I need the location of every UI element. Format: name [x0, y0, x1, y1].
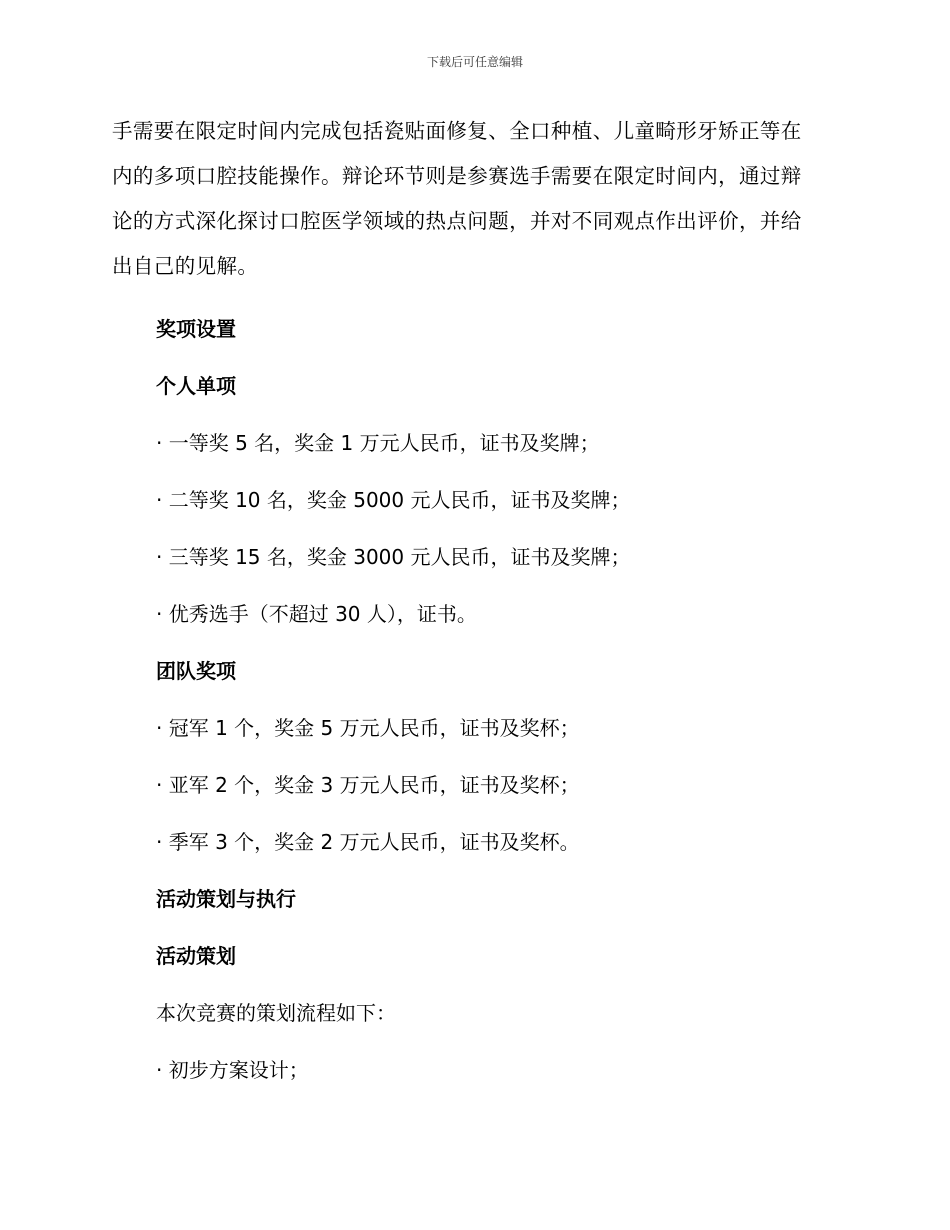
list-item: · 季军 3 个，奖金 2 万元人民币，证书及奖杯。 — [156, 830, 580, 854]
planning-intro: 本次竞赛的策划流程如下： — [156, 1001, 396, 1025]
intro-paragraph — [112, 109, 834, 289]
intro-line: 手需要在限定时间内完成包括瓷贴面修复、全口种植、儿童畸形牙矫正等在 — [112, 119, 802, 143]
list-item: · 初步方案设计； — [156, 1058, 309, 1082]
subsection-heading-planning: 活动策划 — [156, 944, 236, 968]
section-heading-awards: 奖项设置 — [156, 317, 236, 341]
subsection-heading-team: 团队奖项 — [156, 659, 236, 683]
list-item: · 亚军 2 个，奖金 3 万元人民币，证书及奖杯； — [156, 773, 580, 797]
intro-line: 内的多项口腔技能操作。辩论环节则是参赛选手需要在限定时间内，通过辩 — [112, 164, 802, 188]
page-content — [112, 109, 834, 1099]
list-item: · 一等奖 5 名，奖金 1 万元人民币，证书及奖牌； — [156, 431, 600, 455]
list-item: · 优秀选手（不超过 30 人），证书。 — [156, 602, 477, 626]
intro-line: 论的方式深化探讨口腔医学领域的热点问题，并对不同观点作出评价，并给 — [112, 209, 802, 233]
section-heading-planning: 活动策划与执行 — [156, 887, 296, 911]
page-header: 下载后可任意编辑 — [426, 55, 523, 69]
list-item: · 三等奖 15 名，奖金 3000 元人民币，证书及奖牌； — [156, 545, 631, 569]
list-item: · 冠军 1 个，奖金 5 万元人民币，证书及奖杯； — [156, 716, 580, 740]
list-item: · 二等奖 10 名，奖金 5000 元人民币，证书及奖牌； — [156, 488, 631, 512]
intro-line: 出自己的见解。 — [112, 254, 259, 278]
subsection-heading-individual: 个人单项 — [156, 374, 236, 398]
